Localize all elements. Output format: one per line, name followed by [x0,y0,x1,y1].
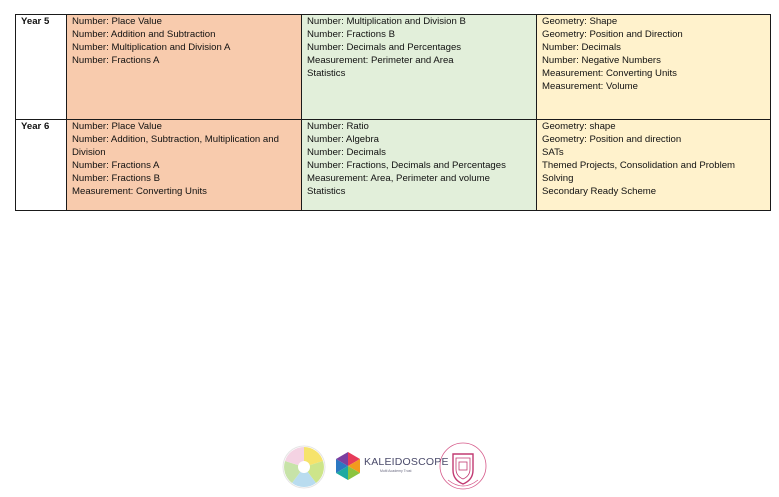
topic: Statistics [307,185,346,197]
topic: Number: Algebra [307,133,379,145]
topic: Number: Decimals and Percentages [307,41,462,53]
topic: Measurement: Perimeter and Area [307,54,454,66]
school-crest-icon [438,440,488,492]
topic: Measurement: Volume [542,80,638,92]
kaleidoscope-subtitle: Multi Academy Trust [380,469,412,473]
topic: Measurement: Area, Perimeter and volume [307,172,490,184]
kaleidoscope-wordmark: KALEIDOSCOPE [364,456,449,468]
topic: Number: Fractions A [72,159,160,171]
topic: Number: Addition, Subtraction, Multiplication and Division [72,133,279,158]
year-label: Year 6 [16,120,67,211]
topic: Number: Place Value [72,16,162,27]
topic: Themed Projects, Consolidation and Problem Solving [542,159,736,184]
table-row [16,120,771,211]
autumn-cell [67,15,302,120]
summer-cell [537,15,771,120]
topic: Number: Multiplication and Division A [72,41,231,53]
year-label: Year 5 [16,15,67,120]
footer-logos [282,440,492,492]
table-row [16,15,771,120]
topic: Measurement: Converting Units [542,67,677,79]
topic: Number: Fractions, Decimals and Percentages [307,159,506,171]
topic: Number: Ratio [307,121,369,132]
topic: Number: Fractions A [72,54,160,66]
topic: Number: Addition and Subtraction [72,28,216,40]
topic: Geometry: Position and direction [542,133,682,145]
topic: Number: Multiplication and Division B [307,16,466,27]
topic: Number: Decimals [542,41,621,53]
wheel-logo-icon [282,445,326,489]
topic: Geometry: Shape [542,16,618,27]
topic: Statistics [307,67,346,79]
topic: Number: Negative Numbers [542,54,661,66]
topic: Secondary Ready Scheme [542,185,657,197]
topic: Geometry: Position and Direction [542,28,683,40]
spring-cell [302,15,537,120]
topic: Number: Place Value [72,121,162,132]
topic: Number: Fractions B [307,28,395,40]
topic: SATs [542,146,564,158]
kaleidoscope-logo-icon [333,451,363,481]
curriculum-table [15,14,771,211]
spring-cell [302,120,537,211]
summer-cell [537,120,771,211]
autumn-cell [67,120,302,211]
topic: Number: Decimals [307,146,386,158]
topic: Geometry: shape [542,121,616,132]
topic: Number: Fractions B [72,172,160,184]
topic: Measurement: Converting Units [72,185,207,197]
